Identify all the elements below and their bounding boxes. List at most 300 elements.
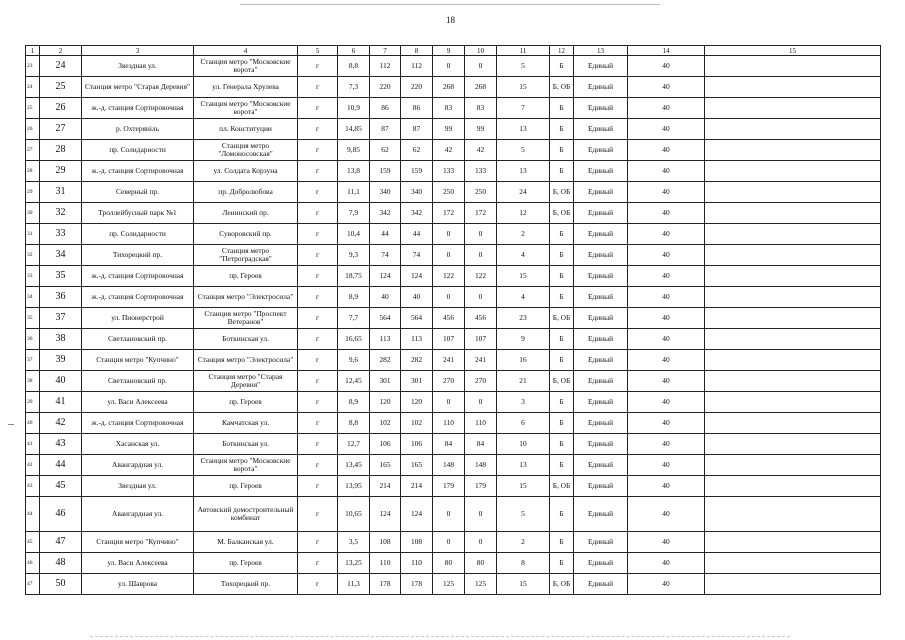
table-row bbox=[26, 98, 881, 119]
route-number-cell: 42 bbox=[40, 413, 82, 434]
table-body bbox=[26, 46, 881, 595]
col9-cell: 179 bbox=[433, 476, 465, 497]
table-row bbox=[26, 287, 881, 308]
end-point-cell: Боткинская ул. bbox=[194, 329, 298, 350]
col9-cell: 80 bbox=[433, 553, 465, 574]
col7-cell: 342 bbox=[370, 203, 401, 224]
col10-cell: 0 bbox=[465, 532, 497, 553]
col11-cell: 15 bbox=[497, 77, 550, 98]
end-point-cell: Тихорецкий пр. bbox=[194, 574, 298, 595]
table-row bbox=[26, 56, 881, 77]
col11-cell: 4 bbox=[497, 245, 550, 266]
col15-cell bbox=[705, 224, 881, 245]
col15-cell bbox=[705, 532, 881, 553]
route-length-cell: 11,1 bbox=[338, 182, 370, 203]
col7-cell: 110 bbox=[370, 553, 401, 574]
route-length-cell: 12,45 bbox=[338, 371, 370, 392]
route-type-cell: г bbox=[298, 98, 338, 119]
vehicle-class-cell: Б bbox=[550, 266, 574, 287]
end-point-cell: пр. Героев bbox=[194, 476, 298, 497]
col15-cell bbox=[705, 574, 881, 595]
end-point-cell: Боткинская ул. bbox=[194, 434, 298, 455]
table-row bbox=[26, 140, 881, 161]
table-row bbox=[26, 434, 881, 455]
end-point-cell: пр. Добролюбова bbox=[194, 182, 298, 203]
col11-cell: 13 bbox=[497, 455, 550, 476]
col14-cell: 40 bbox=[628, 371, 705, 392]
col11-cell: 24 bbox=[497, 182, 550, 203]
route-number-cell: 40 bbox=[40, 371, 82, 392]
end-point-cell: пр. Героев bbox=[194, 553, 298, 574]
col8-cell: 62 bbox=[401, 140, 433, 161]
col-header-12: 12 bbox=[550, 46, 574, 56]
col9-cell: 0 bbox=[433, 224, 465, 245]
col8-cell: 159 bbox=[401, 161, 433, 182]
col8-cell: 564 bbox=[401, 308, 433, 329]
col8-cell: 124 bbox=[401, 266, 433, 287]
route-number-cell: 50 bbox=[40, 574, 82, 595]
row-index-cell: 24 bbox=[26, 77, 40, 98]
vehicle-class-cell: Б, ОБ bbox=[550, 476, 574, 497]
start-point-cell: пр. Солидарности bbox=[82, 140, 194, 161]
route-number-cell: 41 bbox=[40, 392, 82, 413]
vehicle-class-cell: Б, ОБ bbox=[550, 203, 574, 224]
col14-cell: 40 bbox=[628, 203, 705, 224]
vehicle-class-cell: Б bbox=[550, 553, 574, 574]
col14-cell: 40 bbox=[628, 532, 705, 553]
tariff-cell: Единый bbox=[574, 553, 628, 574]
col14-cell: 40 bbox=[628, 455, 705, 476]
col10-cell: 0 bbox=[465, 392, 497, 413]
col14-cell: 40 bbox=[628, 329, 705, 350]
route-number-cell: 36 bbox=[40, 287, 82, 308]
col9-cell: 125 bbox=[433, 574, 465, 595]
row-index-cell: 27 bbox=[26, 140, 40, 161]
tariff-cell: Единый bbox=[574, 574, 628, 595]
col14-cell: 40 bbox=[628, 392, 705, 413]
col11-cell: 16 bbox=[497, 350, 550, 371]
start-point-cell: Светлановский пр. bbox=[82, 371, 194, 392]
start-point-cell: р. Охтеряніль bbox=[82, 119, 194, 140]
route-length-cell: 9,3 bbox=[338, 245, 370, 266]
col9-cell: 241 bbox=[433, 350, 465, 371]
table-row bbox=[26, 574, 881, 595]
col9-cell: 107 bbox=[433, 329, 465, 350]
col7-cell: 178 bbox=[370, 574, 401, 595]
end-point-cell: пр. Героев bbox=[194, 392, 298, 413]
route-length-cell: 7,9 bbox=[338, 203, 370, 224]
col8-cell: 178 bbox=[401, 574, 433, 595]
vehicle-class-cell: Б bbox=[550, 532, 574, 553]
col-header-2: 2 bbox=[40, 46, 82, 56]
col15-cell bbox=[705, 140, 881, 161]
col8-cell: 282 bbox=[401, 350, 433, 371]
routes-table bbox=[25, 45, 881, 595]
route-length-cell: 7,7 bbox=[338, 308, 370, 329]
col11-cell: 5 bbox=[497, 56, 550, 77]
col14-cell: 40 bbox=[628, 77, 705, 98]
col14-cell: 40 bbox=[628, 119, 705, 140]
route-length-cell: 10,4 bbox=[338, 224, 370, 245]
col7-cell: 40 bbox=[370, 287, 401, 308]
col7-cell: 44 bbox=[370, 224, 401, 245]
row-index-cell: 47 bbox=[26, 574, 40, 595]
start-point-cell: ж.-д. станция Сортировочная bbox=[82, 98, 194, 119]
col15-cell bbox=[705, 371, 881, 392]
col15-cell bbox=[705, 56, 881, 77]
col14-cell: 40 bbox=[628, 224, 705, 245]
col8-cell: 165 bbox=[401, 455, 433, 476]
row-index-cell: 46 bbox=[26, 553, 40, 574]
col10-cell: 270 bbox=[465, 371, 497, 392]
route-type-cell: г bbox=[298, 371, 338, 392]
row-index-cell: 44 bbox=[26, 497, 40, 532]
col14-cell: 40 bbox=[628, 182, 705, 203]
start-point-cell: Авангардная ул. bbox=[82, 497, 194, 532]
col-header-13: 13 bbox=[574, 46, 628, 56]
route-number-cell: 37 bbox=[40, 308, 82, 329]
tariff-cell: Единый bbox=[574, 413, 628, 434]
col9-cell: 133 bbox=[433, 161, 465, 182]
col7-cell: 62 bbox=[370, 140, 401, 161]
table-row bbox=[26, 119, 881, 140]
table-row bbox=[26, 329, 881, 350]
col9-cell: 99 bbox=[433, 119, 465, 140]
col10-cell: 0 bbox=[465, 245, 497, 266]
col11-cell: 2 bbox=[497, 532, 550, 553]
end-point-cell: пр. Героев bbox=[194, 266, 298, 287]
col10-cell: 83 bbox=[465, 98, 497, 119]
row-index-cell: 39 bbox=[26, 392, 40, 413]
col7-cell: 340 bbox=[370, 182, 401, 203]
tariff-cell: Единый bbox=[574, 203, 628, 224]
tariff-cell: Единый bbox=[574, 119, 628, 140]
end-point-cell: М. Балканская ул. bbox=[194, 532, 298, 553]
table-row bbox=[26, 266, 881, 287]
start-point-cell: ж.-д. станция Сортировочная bbox=[82, 266, 194, 287]
row-index-cell: 38 bbox=[26, 371, 40, 392]
row-index-cell: 25 bbox=[26, 98, 40, 119]
col9-cell: 250 bbox=[433, 182, 465, 203]
route-type-cell: г bbox=[298, 434, 338, 455]
col7-cell: 74 bbox=[370, 245, 401, 266]
tariff-cell: Единый bbox=[574, 329, 628, 350]
col7-cell: 159 bbox=[370, 161, 401, 182]
route-type-cell: г bbox=[298, 476, 338, 497]
vehicle-class-cell: Б bbox=[550, 161, 574, 182]
col14-cell: 40 bbox=[628, 413, 705, 434]
route-number-cell: 38 bbox=[40, 329, 82, 350]
route-length-cell: 13,25 bbox=[338, 553, 370, 574]
route-type-cell: г bbox=[298, 553, 338, 574]
start-point-cell: ж.-д. станция Сортировочная bbox=[82, 287, 194, 308]
end-point-cell: Станция метро "Проспект Ветеранов" bbox=[194, 308, 298, 329]
col15-cell bbox=[705, 266, 881, 287]
route-number-cell: 26 bbox=[40, 98, 82, 119]
col11-cell: 21 bbox=[497, 371, 550, 392]
col8-cell: 220 bbox=[401, 77, 433, 98]
vehicle-class-cell: Б, ОБ bbox=[550, 77, 574, 98]
col8-cell: 102 bbox=[401, 413, 433, 434]
row-index-cell: 40 bbox=[26, 413, 40, 434]
col14-cell: 40 bbox=[628, 574, 705, 595]
col11-cell: 15 bbox=[497, 266, 550, 287]
tariff-cell: Единый bbox=[574, 532, 628, 553]
col8-cell: 301 bbox=[401, 371, 433, 392]
col8-cell: 342 bbox=[401, 203, 433, 224]
col7-cell: 86 bbox=[370, 98, 401, 119]
col14-cell: 40 bbox=[628, 476, 705, 497]
col15-cell bbox=[705, 77, 881, 98]
start-point-cell: ж.-д. станция Сортировочная bbox=[82, 413, 194, 434]
row-index-cell: 36 bbox=[26, 329, 40, 350]
col10-cell: 250 bbox=[465, 182, 497, 203]
route-number-cell: 44 bbox=[40, 455, 82, 476]
col-header-9: 9 bbox=[433, 46, 465, 56]
col9-cell: 148 bbox=[433, 455, 465, 476]
table-row bbox=[26, 203, 881, 224]
col8-cell: 106 bbox=[401, 434, 433, 455]
table-row bbox=[26, 161, 881, 182]
route-type-cell: г bbox=[298, 392, 338, 413]
col9-cell: 0 bbox=[433, 287, 465, 308]
route-length-cell: 8,9 bbox=[338, 392, 370, 413]
table-row bbox=[26, 350, 881, 371]
row-index-cell: 35 bbox=[26, 308, 40, 329]
route-type-cell: г bbox=[298, 497, 338, 532]
col15-cell bbox=[705, 329, 881, 350]
col10-cell: 122 bbox=[465, 266, 497, 287]
col10-cell: 0 bbox=[465, 287, 497, 308]
col10-cell: 125 bbox=[465, 574, 497, 595]
tariff-cell: Единый bbox=[574, 287, 628, 308]
row-index-cell: 23 bbox=[26, 56, 40, 77]
col-header-11: 11 bbox=[497, 46, 550, 56]
route-type-cell: г bbox=[298, 224, 338, 245]
tariff-cell: Единый bbox=[574, 224, 628, 245]
col10-cell: 0 bbox=[465, 224, 497, 245]
col11-cell: 13 bbox=[497, 161, 550, 182]
vehicle-class-cell: Б, ОБ bbox=[550, 182, 574, 203]
table-row bbox=[26, 553, 881, 574]
end-point-cell: пл. Конституции bbox=[194, 119, 298, 140]
col11-cell: 3 bbox=[497, 392, 550, 413]
route-type-cell: г bbox=[298, 161, 338, 182]
col7-cell: 301 bbox=[370, 371, 401, 392]
col9-cell: 268 bbox=[433, 77, 465, 98]
col-header-14: 14 bbox=[628, 46, 705, 56]
table-row bbox=[26, 77, 881, 98]
start-point-cell: Троллейбусный парк №1 bbox=[82, 203, 194, 224]
col8-cell: 112 bbox=[401, 56, 433, 77]
vehicle-class-cell: Б, ОБ bbox=[550, 574, 574, 595]
col9-cell: 0 bbox=[433, 532, 465, 553]
col14-cell: 40 bbox=[628, 434, 705, 455]
col10-cell: 241 bbox=[465, 350, 497, 371]
col15-cell bbox=[705, 455, 881, 476]
col14-cell: 40 bbox=[628, 287, 705, 308]
col-header-1: 1 bbox=[26, 46, 40, 56]
start-point-cell: Станция метро "Купчино" bbox=[82, 532, 194, 553]
route-number-cell: 48 bbox=[40, 553, 82, 574]
col9-cell: 456 bbox=[433, 308, 465, 329]
vehicle-class-cell: Б bbox=[550, 140, 574, 161]
col9-cell: 42 bbox=[433, 140, 465, 161]
col7-cell: 214 bbox=[370, 476, 401, 497]
vehicle-class-cell: Б bbox=[550, 497, 574, 532]
route-number-cell: 27 bbox=[40, 119, 82, 140]
end-point-cell: Автовский домостроительный комбинат bbox=[194, 497, 298, 532]
col11-cell: 6 bbox=[497, 413, 550, 434]
col15-cell bbox=[705, 287, 881, 308]
vehicle-class-cell: Б, ОБ bbox=[550, 371, 574, 392]
col15-cell bbox=[705, 476, 881, 497]
start-point-cell: Хасанская ул. bbox=[82, 434, 194, 455]
col9-cell: 0 bbox=[433, 497, 465, 532]
col7-cell: 102 bbox=[370, 413, 401, 434]
tariff-cell: Единый bbox=[574, 350, 628, 371]
route-number-cell: 31 bbox=[40, 182, 82, 203]
col7-cell: 87 bbox=[370, 119, 401, 140]
end-point-cell: ул. Солдата Корзуна bbox=[194, 161, 298, 182]
start-point-cell: ул. Васи Алексеева bbox=[82, 553, 194, 574]
col14-cell: 40 bbox=[628, 140, 705, 161]
vehicle-class-cell: Б bbox=[550, 392, 574, 413]
route-length-cell: 3,5 bbox=[338, 532, 370, 553]
col10-cell: 268 bbox=[465, 77, 497, 98]
vehicle-class-cell: Б bbox=[550, 350, 574, 371]
col15-cell bbox=[705, 392, 881, 413]
col-header-7: 7 bbox=[370, 46, 401, 56]
col15-cell bbox=[705, 350, 881, 371]
col-header-3: 3 bbox=[82, 46, 194, 56]
route-length-cell: 13,8 bbox=[338, 161, 370, 182]
col11-cell: 15 bbox=[497, 476, 550, 497]
vehicle-class-cell: Б bbox=[550, 287, 574, 308]
col15-cell bbox=[705, 308, 881, 329]
route-length-cell: 8,8 bbox=[338, 413, 370, 434]
col7-cell: 165 bbox=[370, 455, 401, 476]
route-length-cell: 18,75 bbox=[338, 266, 370, 287]
route-number-cell: 28 bbox=[40, 140, 82, 161]
row-index-cell: 29 bbox=[26, 182, 40, 203]
vehicle-class-cell: Б bbox=[550, 224, 574, 245]
col8-cell: 124 bbox=[401, 497, 433, 532]
start-point-cell: Звездная ул. bbox=[82, 56, 194, 77]
end-point-cell: ул. Генерала Хрулева bbox=[194, 77, 298, 98]
route-length-cell: 13,45 bbox=[338, 455, 370, 476]
start-point-cell: Тихорецкий пр. bbox=[82, 245, 194, 266]
col7-cell: 282 bbox=[370, 350, 401, 371]
start-point-cell: Светлановский пр. bbox=[82, 329, 194, 350]
col11-cell: 7 bbox=[497, 98, 550, 119]
tariff-cell: Единый bbox=[574, 434, 628, 455]
route-length-cell: 11,3 bbox=[338, 574, 370, 595]
end-point-cell: Камчатская ул. bbox=[194, 413, 298, 434]
route-length-cell: 8,8 bbox=[338, 56, 370, 77]
col8-cell: 40 bbox=[401, 287, 433, 308]
route-length-cell: 8,9 bbox=[338, 287, 370, 308]
row-index-cell: 42 bbox=[26, 455, 40, 476]
route-length-cell: 9,85 bbox=[338, 140, 370, 161]
table-row bbox=[26, 224, 881, 245]
col14-cell: 40 bbox=[628, 553, 705, 574]
route-type-cell: г bbox=[298, 413, 338, 434]
top-rule bbox=[240, 4, 660, 5]
table-row bbox=[26, 245, 881, 266]
start-point-cell: Звездная ул. bbox=[82, 476, 194, 497]
col9-cell: 122 bbox=[433, 266, 465, 287]
table-row bbox=[26, 413, 881, 434]
vehicle-class-cell: Б bbox=[550, 56, 574, 77]
end-point-cell: Ленинский пр. bbox=[194, 203, 298, 224]
col9-cell: 83 bbox=[433, 98, 465, 119]
route-type-cell: г bbox=[298, 266, 338, 287]
col10-cell: 84 bbox=[465, 434, 497, 455]
col7-cell: 113 bbox=[370, 329, 401, 350]
vehicle-class-cell: Б bbox=[550, 98, 574, 119]
col7-cell: 124 bbox=[370, 497, 401, 532]
col11-cell: 23 bbox=[497, 308, 550, 329]
start-point-cell: пр. Солидарности bbox=[82, 224, 194, 245]
route-type-cell: г bbox=[298, 140, 338, 161]
col11-cell: 15 bbox=[497, 574, 550, 595]
vehicle-class-cell: Б, ОБ bbox=[550, 308, 574, 329]
header-row bbox=[26, 46, 881, 56]
col10-cell: 456 bbox=[465, 308, 497, 329]
end-point-cell: Станция метро "Ломоносовская" bbox=[194, 140, 298, 161]
col11-cell: 4 bbox=[497, 287, 550, 308]
tariff-cell: Единый bbox=[574, 497, 628, 532]
col7-cell: 112 bbox=[370, 56, 401, 77]
tariff-cell: Единый bbox=[574, 455, 628, 476]
col15-cell bbox=[705, 182, 881, 203]
col14-cell: 40 bbox=[628, 245, 705, 266]
tariff-cell: Единый bbox=[574, 56, 628, 77]
start-point-cell: Станция метро "Купчино" bbox=[82, 350, 194, 371]
col14-cell: 40 bbox=[628, 308, 705, 329]
route-length-cell: 14,85 bbox=[338, 119, 370, 140]
route-number-cell: 45 bbox=[40, 476, 82, 497]
col9-cell: 270 bbox=[433, 371, 465, 392]
route-length-cell: 10,65 bbox=[338, 497, 370, 532]
col8-cell: 74 bbox=[401, 245, 433, 266]
route-number-cell: 35 bbox=[40, 266, 82, 287]
vehicle-class-cell: Б bbox=[550, 245, 574, 266]
col11-cell: 8 bbox=[497, 553, 550, 574]
col10-cell: 133 bbox=[465, 161, 497, 182]
route-length-cell: 12,7 bbox=[338, 434, 370, 455]
col10-cell: 80 bbox=[465, 553, 497, 574]
end-point-cell: Станция метро "Старая Деревня" bbox=[194, 371, 298, 392]
end-point-cell: Станция метро "Электросила" bbox=[194, 287, 298, 308]
margin-mark bbox=[8, 424, 14, 425]
start-point-cell: Станция метро "Старая Деревня" bbox=[82, 77, 194, 98]
col11-cell: 13 bbox=[497, 119, 550, 140]
start-point-cell: Авангардная ул. bbox=[82, 455, 194, 476]
col15-cell bbox=[705, 497, 881, 532]
table-row bbox=[26, 182, 881, 203]
col7-cell: 564 bbox=[370, 308, 401, 329]
route-number-cell: 39 bbox=[40, 350, 82, 371]
route-length-cell: 9,6 bbox=[338, 350, 370, 371]
route-type-cell: г bbox=[298, 287, 338, 308]
col11-cell: 12 bbox=[497, 203, 550, 224]
end-point-cell: Суворовский пр. bbox=[194, 224, 298, 245]
row-index-cell: 45 bbox=[26, 532, 40, 553]
col11-cell: 5 bbox=[497, 497, 550, 532]
col9-cell: 0 bbox=[433, 245, 465, 266]
